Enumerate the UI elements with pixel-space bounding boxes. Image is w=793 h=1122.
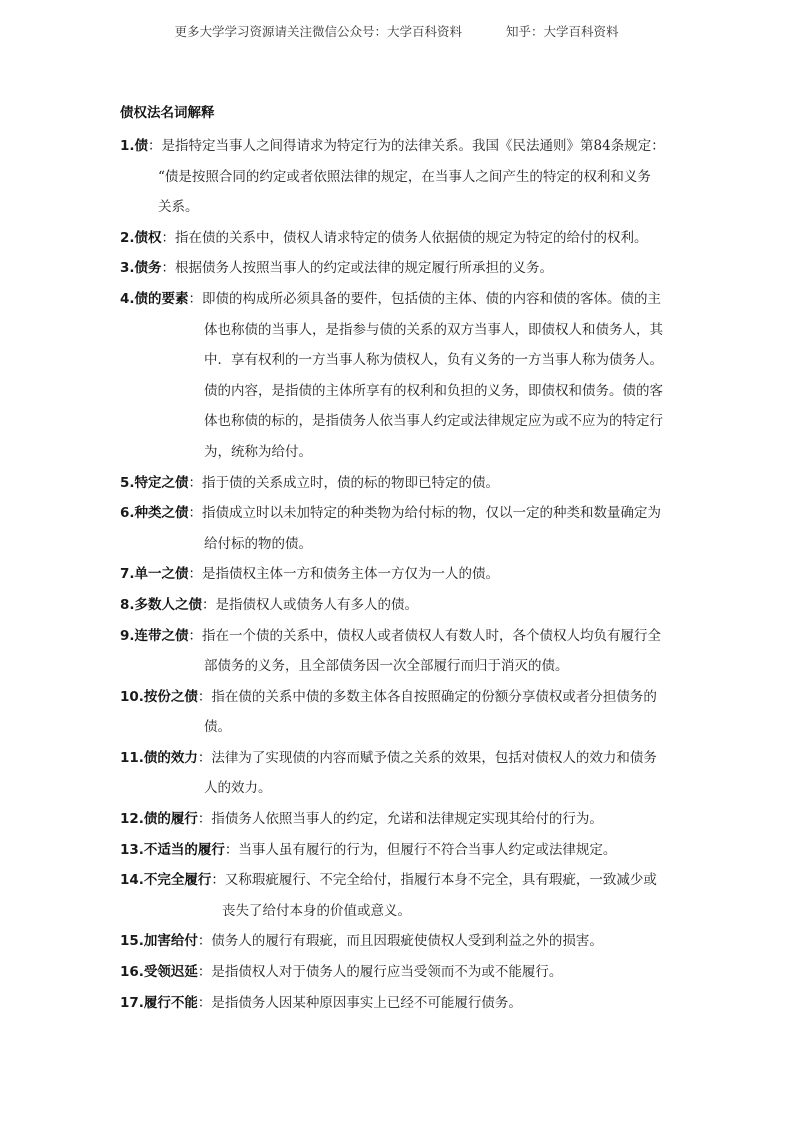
definition-line xyxy=(120,406,680,437)
definition-line xyxy=(120,529,680,560)
definition-line xyxy=(120,284,680,315)
entry-separator: ： xyxy=(188,566,203,583)
entry-separator: ： xyxy=(161,229,176,246)
entry-definition-text: 指在债的关系中债的多数主体各自按照确定的份额分享债权或者分担债务的 xyxy=(211,688,657,705)
definition-list xyxy=(120,131,680,1018)
entry-definition-text: 当事人虽有履行的行为，但履行不符合当事人约定或法律规定。 xyxy=(238,841,617,858)
definition-entry xyxy=(120,865,680,926)
definition-entry xyxy=(120,835,680,866)
definition-line xyxy=(120,437,680,468)
entry-definition-text: 法律为了实现债的内容而赋予债之关系的效果，包括对债权人的效力和债务 xyxy=(211,749,657,766)
definition-line xyxy=(120,253,680,284)
entry-definition-text: 体也称债的当事人，是指参与债的关系的双方当事人，即债权人和债务人，其 xyxy=(204,321,663,338)
entry-separator: ： xyxy=(197,688,212,705)
entry-term: 加害给付 xyxy=(143,933,198,950)
definition-line xyxy=(120,773,680,804)
entry-term: 履行不能 xyxy=(143,994,198,1011)
definition-entry xyxy=(120,988,680,1019)
entry-separator: ： xyxy=(197,994,212,1011)
entry-term: 债权 xyxy=(134,229,162,246)
entry-definition-text: 是指债务人因某种原因事实上已经不可能履行债务。 xyxy=(211,994,522,1011)
entry-term: 按份之债 xyxy=(143,688,198,705)
entry-definition-text: 是指债权人或债务人有多人的债。 xyxy=(215,596,419,613)
entry-separator: ： xyxy=(224,841,239,858)
definition-line xyxy=(120,651,680,682)
definition-line xyxy=(120,804,680,835)
entry-separator: ： xyxy=(197,749,212,766)
entry-definition-text: 指债成立时以未加特定的种类物为给付标的物，仅以一定的种类和数量确定为 xyxy=(202,505,662,522)
entry-definition-text: 为，统称为给付。 xyxy=(204,443,312,460)
entry-number: 7. xyxy=(120,566,135,583)
definition-line xyxy=(120,743,680,774)
entry-term: 不完全履行 xyxy=(143,872,212,889)
header-zhihu-note: 知乎：大学百科资料 xyxy=(506,24,619,39)
entry-definition-text: 又称瑕疵履行、不完全给付，指履行本身不完全，具有瑕疵，一致减少或 xyxy=(224,872,657,889)
entry-number: 5. xyxy=(120,474,135,491)
entry-separator: ： xyxy=(188,627,203,644)
entry-number: 16. xyxy=(120,964,144,981)
entry-separator: ： xyxy=(211,872,225,889)
entry-term: 特定之债 xyxy=(134,474,189,491)
entry-number: 10. xyxy=(120,688,144,705)
entry-definition-text: 指债务人依照当事人的约定，允诺和法律规定实现其给付的行为。 xyxy=(211,811,603,828)
entry-definition-text: 指于债的关系成立时，债的标的物即已特定的债。 xyxy=(202,474,500,491)
definition-line xyxy=(120,621,680,652)
definition-line xyxy=(120,345,680,376)
definition-entry xyxy=(120,131,680,223)
definition-entry xyxy=(120,498,680,559)
entry-number: 3. xyxy=(120,260,135,277)
entry-separator: ： xyxy=(188,505,203,522)
entry-definition-text: 是指债权主体一方和债务主体一方仅为一人的债。 xyxy=(202,566,500,583)
definition-entry xyxy=(120,468,680,499)
entry-number: 1. xyxy=(120,138,135,154)
definition-entry xyxy=(120,223,680,254)
definition-line xyxy=(120,315,680,346)
entry-term: 债 xyxy=(134,138,149,154)
entry-term: 债的效力 xyxy=(143,749,198,766)
entry-separator: ： xyxy=(197,811,212,828)
definition-entry xyxy=(120,743,680,804)
entry-separator: ： xyxy=(148,138,162,154)
entry-term: 种类之债 xyxy=(134,505,189,522)
definition-entry xyxy=(120,284,680,468)
definition-line xyxy=(120,835,680,866)
definition-line xyxy=(120,192,680,223)
entry-definition-text: 人的效力。 xyxy=(204,780,272,797)
entry-definition-text: 关系。 xyxy=(158,199,199,216)
definition-entry xyxy=(120,590,680,621)
entry-definition-text: 债。 xyxy=(204,719,231,736)
entry-term: 连带之债 xyxy=(134,627,189,644)
definition-line xyxy=(120,712,680,743)
entry-term: 受领迟延 xyxy=(143,964,198,981)
entry-separator: ： xyxy=(188,474,203,491)
entry-number: 6. xyxy=(120,505,135,522)
definition-entry xyxy=(120,804,680,835)
entry-definition-text: 体也称债的标的，是指债务人依当事人约定或法律规定应为或不应为的特定行 xyxy=(204,413,663,430)
entry-separator: ： xyxy=(197,933,212,950)
entry-definition-text: 债务人的履行有瑕疵，而且因瑕疵使债权人受到利益之外的损害。 xyxy=(211,933,603,950)
entry-definition-text: 是指债权人对于债务人的履行应当受领而不为或不能履行。 xyxy=(211,964,563,981)
definition-line xyxy=(120,162,680,193)
definition-line xyxy=(120,559,680,590)
entry-number: 11. xyxy=(120,749,144,766)
entry-definition-text: 给付标的物的债。 xyxy=(204,535,312,552)
definition-line xyxy=(120,682,680,713)
entry-term: 债务 xyxy=(134,260,162,277)
definition-entry xyxy=(120,926,680,957)
definition-line xyxy=(120,376,680,407)
entry-number: 12. xyxy=(120,811,144,828)
definition-line xyxy=(120,957,680,988)
definition-entry xyxy=(120,559,680,590)
entry-definition-text: 指在一个债的关系中，债权人或者债权人有数人时，各个债权人均负有履行全 xyxy=(202,627,662,644)
entry-definition-text: 丧失了给付本身的价值或意义。 xyxy=(222,902,411,919)
entry-number: 2. xyxy=(120,229,135,246)
entry-number: 9. xyxy=(120,627,135,644)
entry-term: 不适当的履行 xyxy=(143,841,225,858)
entry-number: 13. xyxy=(120,841,144,858)
entry-separator: ： xyxy=(202,596,216,613)
entry-definition-text: “债是按照合同的约定或者依照法律的规定，在当事人之间产生的特定的权利和义务 xyxy=(158,168,651,185)
entry-number: 17. xyxy=(120,994,144,1011)
entry-number: 14. xyxy=(120,872,144,889)
entry-term: 多数人之债 xyxy=(134,596,203,613)
entry-definition-text: 指在债的关系中，债权人请求特定的债务人依据债的规定为特定的给付的权利。 xyxy=(175,229,648,246)
entry-number: 15. xyxy=(120,933,144,950)
entry-definition-text: 即债的构成所必须具备的要件，包括债的主体、债的内容和债的客体。债的主 xyxy=(202,290,662,307)
entry-definition-text: 债的内容，是指债的主体所享有的权利和负担的义务，即债权和债务。债的客 xyxy=(204,382,663,399)
definition-line xyxy=(120,926,680,957)
entry-definition-text: 是指特定当事人之间得请求为特定行为的法律关系。我国《民法通则》第84条规定： xyxy=(161,138,665,154)
definition-entry xyxy=(120,957,680,988)
header-wechat-note: 更多大学学习资源请关注微信公众号：大学百科资料 xyxy=(174,24,462,39)
definition-entry xyxy=(120,253,680,284)
definition-line xyxy=(120,468,680,499)
entry-definition-text: 中．享有权利的一方当事人称为债权人，负有义务的一方当事人称为债务人。 xyxy=(204,352,663,369)
entry-term: 债的要素 xyxy=(134,290,189,307)
entry-separator: ： xyxy=(188,290,203,307)
entry-definition-text: 根据债务人按照当事人的约定或法律的规定履行所承担的义务。 xyxy=(175,260,554,277)
definition-line xyxy=(120,896,680,927)
definition-line xyxy=(120,223,680,254)
entry-separator: ： xyxy=(161,260,176,277)
entry-separator: ： xyxy=(197,964,212,981)
entry-definition-text: 部债务的义务，且全部债务因一次全部履行而归于消灭的债。 xyxy=(204,658,569,675)
entry-term: 单一之债 xyxy=(134,566,189,583)
entry-number: 8. xyxy=(120,596,135,613)
document-title: 债权法名词解释 xyxy=(120,105,215,121)
definition-entry xyxy=(120,682,680,743)
definition-line xyxy=(120,498,680,529)
page-header xyxy=(0,22,793,40)
definition-line xyxy=(120,131,680,162)
entry-term: 债的履行 xyxy=(143,811,198,828)
definition-line xyxy=(120,590,680,621)
definition-entry xyxy=(120,621,680,682)
definition-line xyxy=(120,988,680,1019)
definition-line xyxy=(120,865,680,896)
entry-number: 4. xyxy=(120,290,135,307)
